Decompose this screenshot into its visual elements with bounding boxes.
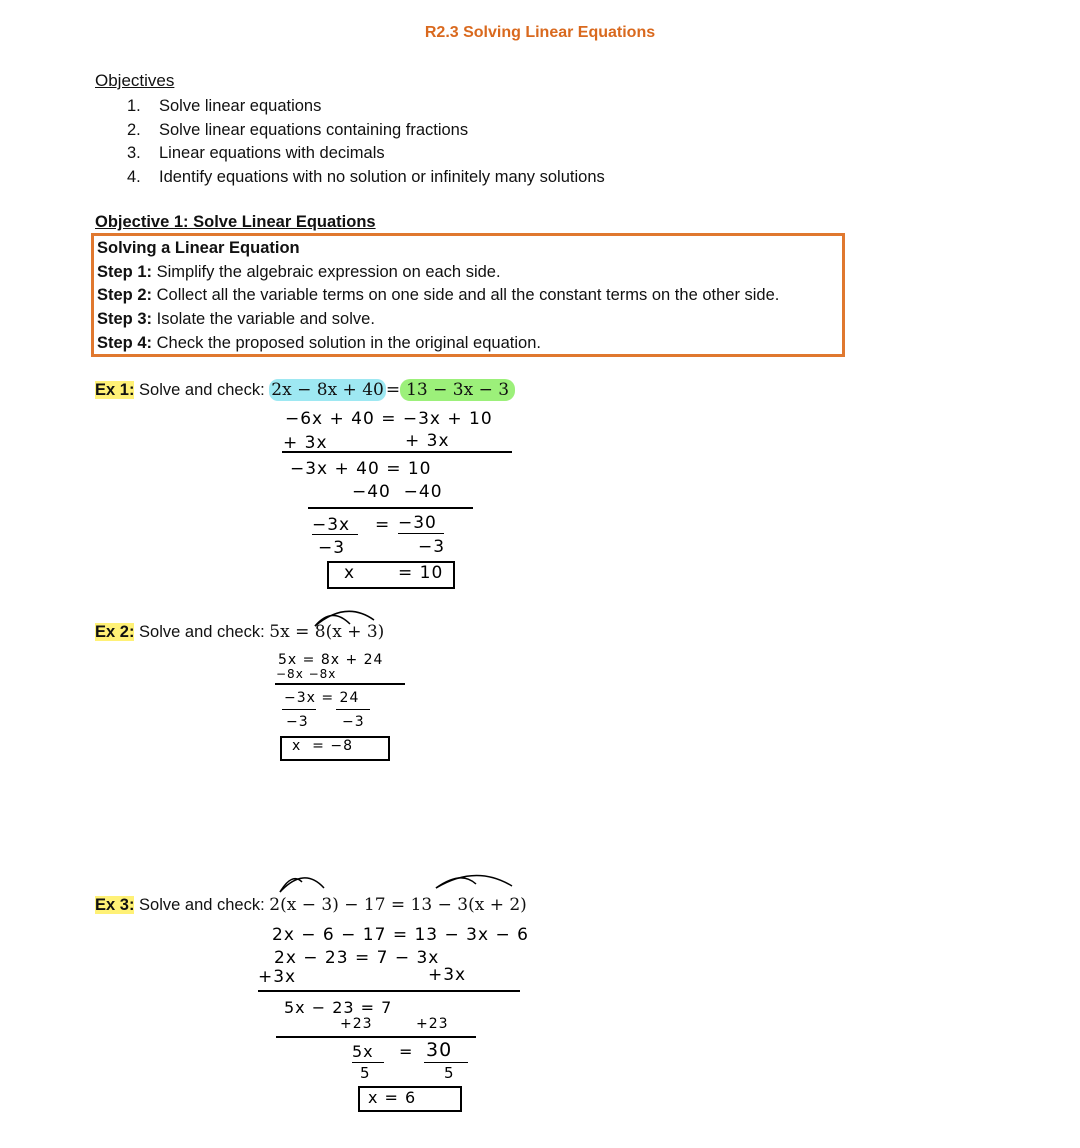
ex2-frac-bar-left (282, 709, 316, 710)
ex3-work-line-1: 2x − 6 − 17 = 13 − 3x − 6 (272, 925, 529, 945)
ex3-work-num-right: 30 (426, 1039, 453, 1061)
ex1-work-eq: = (375, 515, 391, 535)
objectives-list (127, 95, 605, 189)
objective1-heading: Objective 1: Solve Linear Equations (95, 213, 376, 231)
ex1-work-add-right: + 3x (405, 431, 450, 451)
ex1-frac-bar-right (398, 533, 444, 534)
ex3-rule-1 (258, 990, 520, 992)
ex2-answer: x = −8 (292, 738, 354, 754)
example-2-equation: 5x = 8(x + 3) (269, 622, 385, 642)
ex3-answer: x = 6 (368, 1088, 417, 1107)
example-1-prompt: Solve and check: (139, 381, 265, 399)
ex3-work-add-23-right: +23 (416, 1016, 449, 1032)
ex3-rule-2 (276, 1036, 476, 1038)
objective-item: 2. Solve linear equations containing fractions (127, 120, 469, 139)
ex3-work-line-3: 5x − 23 = 7 (284, 998, 393, 1017)
ex3-work-den-left: 5 (360, 1064, 371, 1082)
steps-box (91, 233, 845, 357)
ex2-work-subtract: −8x −8x (276, 667, 337, 681)
ex1-work-num-right: −30 (398, 513, 437, 533)
page-title: R2.3 Solving Linear Equations (424, 24, 656, 41)
ex2-distribute-arcs (312, 606, 382, 628)
example-1-left-side: 2x − 8x + 40 (271, 380, 384, 400)
ex3-frac-bar-right (424, 1062, 468, 1063)
ex3-frac-bar-left (352, 1062, 384, 1063)
example-3-prompt: Solve and check: (139, 896, 265, 914)
ex1-answer-value: = 10 (398, 563, 444, 583)
ex1-work-line-2: −3x + 40 = 10 (290, 459, 432, 479)
ex3-work-add-23-left: +23 (340, 1016, 373, 1032)
example-2-label: Ex 2: (95, 623, 135, 641)
example-1 (95, 380, 515, 400)
ex2-frac-bar-right (336, 709, 370, 710)
example-3 (95, 895, 527, 915)
ex2-work-line-1: 5x = 8x + 24 (278, 652, 384, 668)
step-4: Step 4: Check the proposed solution in the original equation. (97, 334, 541, 352)
ex1-rule-2 (308, 507, 473, 509)
ex2-work-den-right: −3 (342, 714, 365, 730)
ex2-rule-1 (275, 683, 405, 685)
ex3-distribute-arcs (276, 868, 526, 896)
example-1-right-side: 13 − 3x − 3 (400, 379, 515, 401)
ex1-work-den-right: −3 (418, 537, 446, 557)
example-1-label: Ex 1: (95, 381, 135, 399)
ex3-work-line-2: 2x − 23 = 7 − 3x (274, 948, 440, 968)
ex3-work-den-right: 5 (444, 1064, 455, 1082)
ex1-frac-bar-left (312, 534, 358, 535)
ex3-work-add-right: +3x (428, 965, 467, 985)
example-3-label: Ex 3: (95, 896, 135, 914)
step-2: Step 2: Collect all the variable terms on one side and all the constant terms on the other side. (97, 286, 780, 304)
step-3: Step 3: Isolate the variable and solve. (97, 310, 375, 328)
ex2-work-line-2: −3x = 24 (284, 690, 360, 706)
ex1-answer-var: x (344, 563, 356, 583)
objectives-heading: Objectives (95, 71, 175, 90)
example-1-equals: = (385, 380, 401, 400)
example-2-prompt: Solve and check: (139, 623, 265, 641)
objective-item: 3. Linear equations with decimals (127, 144, 385, 162)
ex3-work-add-left: +3x (258, 967, 297, 987)
ex1-work-add-left: + 3x (283, 433, 328, 453)
objective-item: 1. Solve linear equations (127, 97, 322, 115)
ex1-work-num-left: −3x (312, 515, 351, 535)
ex1-work-line-1: −6x + 40 = −3x + 10 (285, 409, 493, 429)
ex1-work-subtract: −40 −40 (352, 482, 443, 502)
ex1-rule-1 (282, 451, 512, 453)
ex1-work-den-left: −3 (318, 538, 346, 558)
ex2-work-den-left: −3 (286, 714, 309, 730)
ex3-work-num-left: 5x (352, 1042, 374, 1061)
step-1: Step 1: Simplify the algebraic expression on each side. (97, 263, 501, 281)
ex3-work-eq: = (399, 1042, 414, 1061)
objective-item: 4. Identify equations with no solution or infinitely many solutions (127, 167, 605, 186)
example-3-equation: 2(x − 3) − 17 = 13 − 3(x + 2) (269, 895, 527, 915)
steps-box-title: Solving a Linear Equation (97, 239, 300, 257)
